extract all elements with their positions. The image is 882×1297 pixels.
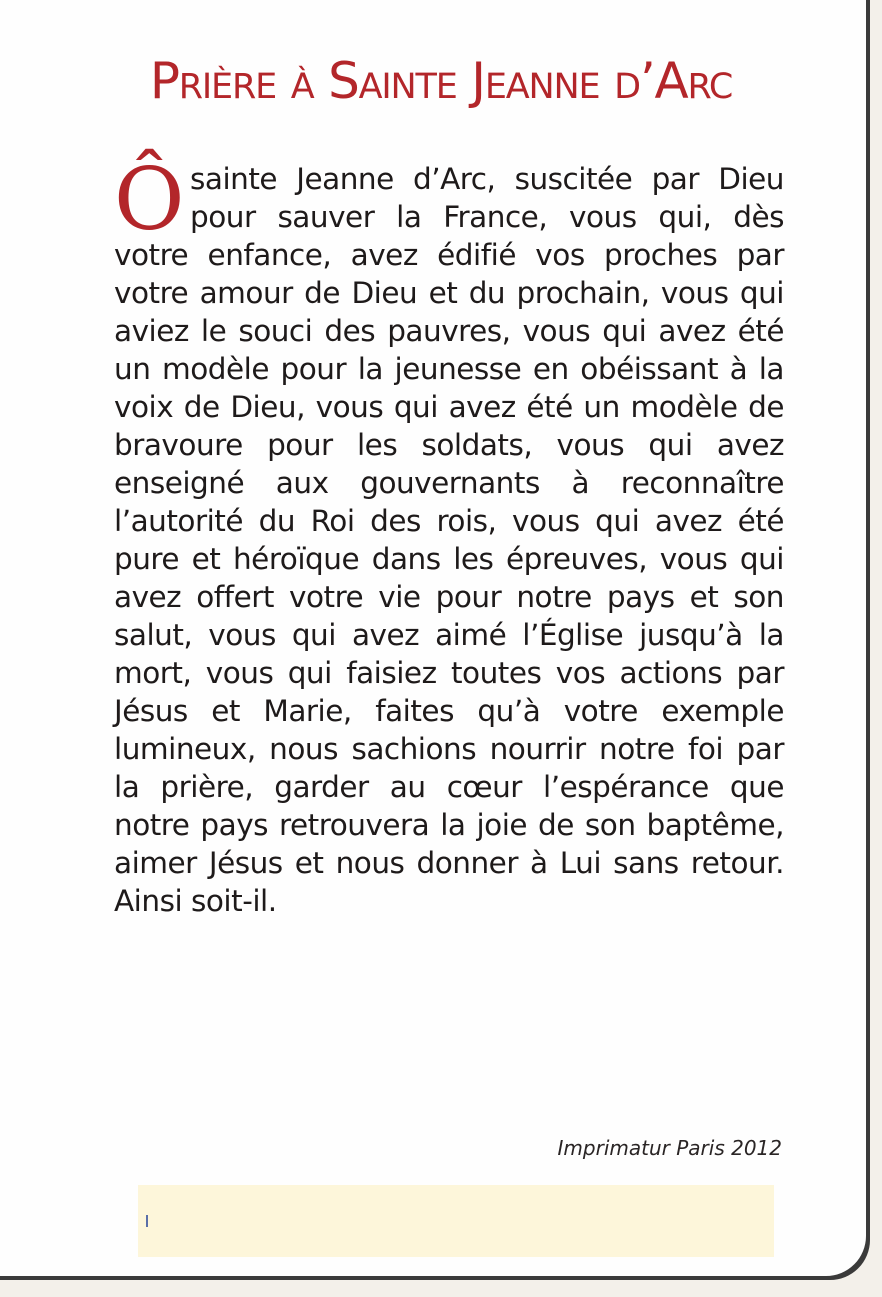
prayer-text: sainte Jeanne d’Arc, suscitée par Dieu pour sauver la France, vous qui, dès votre enfance, avez édifié vos proches par votre amour de Dieu et du prochain, vous qui aviez le souci des pauvres, vous qui avez été un modèle pour la jeunesse en obéissant à la voix de Dieu, vous qui avez été un modèle de bravoure pour les soldats, vous qui avez enseigné aux gouvernants à reconnaître l’autorité du Roi des rois, vous qui avez été pure et héroïque dans les épreuves, vous qui avez offert votre vie pour notre pays et son salut, vous qui avez aimé l’Église jusqu’à la mort, vous qui faisiez toutes vos actions par Jésus et Marie, faites qu’à votre exemple lumineux, nous sachions nourrir notre foi par la prière, garder au cœur l’espérance que notre pays retrouvera la joie de son baptême, aimer Jésus et nous donner à Lui sans retour. Ainsi soit-il. [114,162,784,918]
prayer-body [114,150,784,920]
pen-mark [146,1215,148,1227]
yellow-label-area [138,1185,774,1257]
drop-cap: Ô [114,150,185,250]
imprimatur-note: Imprimatur Paris 2012 [557,1136,782,1160]
card-title: Prière à Sainte Jeanne d’Arc [149,52,733,110]
